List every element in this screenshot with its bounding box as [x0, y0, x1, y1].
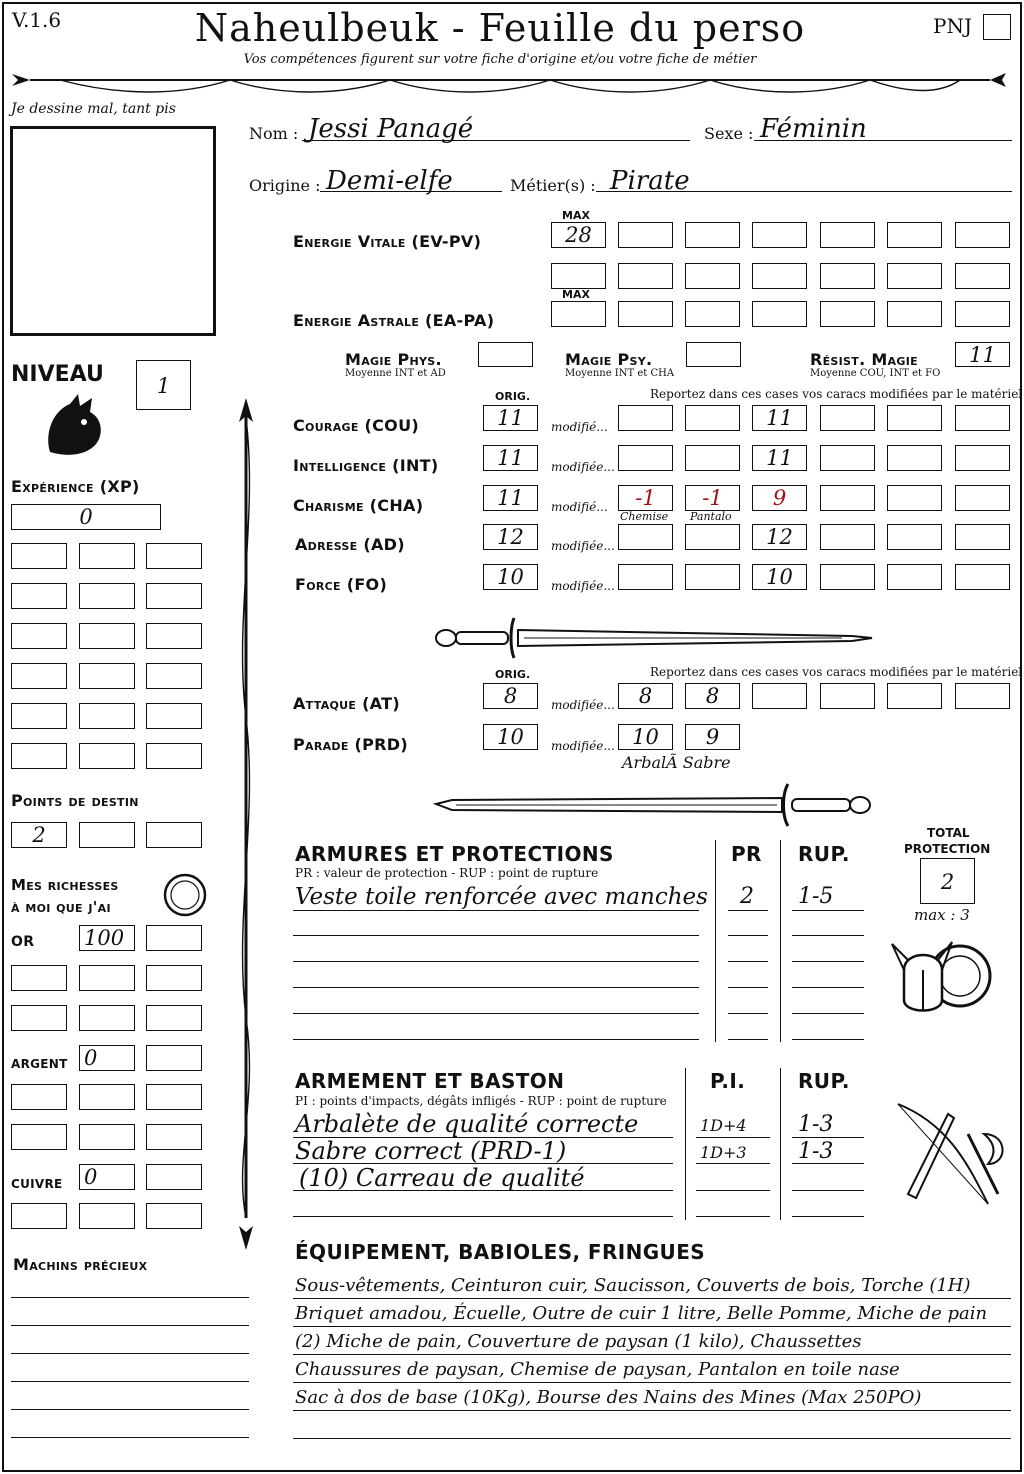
spear-divider-decoration — [0, 66, 1024, 106]
carac-fo-mod2[interactable] — [685, 564, 740, 590]
or-label: OR — [11, 934, 35, 950]
ev-label: Energie Vitale (EV-PV) — [293, 232, 482, 251]
total-protection-max: max : 3 — [914, 906, 970, 924]
carac-int-orig[interactable]: 11 — [483, 445, 538, 471]
attaque-orig[interactable]: 8 — [483, 683, 538, 709]
cuivre-label: CUIVRE — [11, 1177, 63, 1191]
arme-1-pi[interactable]: 1D+4 — [700, 1116, 747, 1135]
carac-int-label: Intelligence (INT) — [293, 456, 439, 475]
attaque-mod4[interactable] — [820, 683, 875, 709]
carac-ad-mod4[interactable] — [820, 524, 875, 550]
attaque-mod2[interactable]: 8 — [685, 683, 740, 709]
sword-illustration-icon-2 — [432, 780, 872, 830]
carac-cou-orig[interactable]: 11 — [483, 405, 538, 431]
total-protection-box[interactable]: 2 — [920, 858, 975, 904]
argent-box[interactable]: 0 — [79, 1045, 135, 1071]
equipement-line-3[interactable]: (2) Miche de pain, Couverture de paysan (1 kilo), Chaussettes — [295, 1331, 862, 1352]
carac-cha-mod5[interactable] — [887, 485, 942, 511]
equipement-title: ÉQUIPEMENT, BABIOLES, FRINGUES — [295, 1240, 706, 1264]
carac-cha-mod4[interactable] — [820, 485, 875, 511]
pnj-checkbox[interactable] — [983, 14, 1011, 40]
niveau-label: NIVEAU — [11, 362, 104, 387]
ev-max-box[interactable]: 28 — [551, 222, 606, 248]
version-label: V.1.6 — [12, 8, 62, 32]
sexe-value[interactable]: Féminin — [760, 114, 867, 144]
sheet-subtitle: Vos compétences figurent sur votre fiche d'origine et/ou votre fiche de métier — [243, 52, 757, 67]
carac-cou-label: Courage (COU) — [293, 416, 419, 435]
armement-col-pi: P.I. — [710, 1069, 746, 1093]
arme-2-rup[interactable]: 1-3 — [798, 1139, 834, 1164]
carac-ad-label: Adresse (AD) — [295, 535, 405, 554]
arme-1-rup[interactable]: 1-3 — [798, 1112, 834, 1137]
armement-col-rup: RUP. — [798, 1069, 850, 1093]
armure-1-name[interactable]: Veste toile renforcée avec manches — [295, 884, 708, 910]
cha-note-chemise: Chemise — [620, 510, 669, 523]
total-protection-label-1: TOTAL — [927, 826, 970, 840]
nom-label: Nom : — [249, 124, 299, 143]
carac-ad-mod3[interactable]: 12 — [752, 524, 807, 550]
carac-fo-mod4[interactable] — [820, 564, 875, 590]
carac-int-mod1[interactable] — [618, 445, 673, 471]
arme-1-name[interactable]: Arbalète de qualité correcte — [295, 1110, 639, 1138]
sheet-title: Naheulbeuk - Feuille du perso — [194, 6, 806, 50]
carac-fo-orig[interactable]: 10 — [483, 564, 538, 590]
carac-cha-label: Charisme (CHA) — [293, 496, 424, 515]
equipement-line-5[interactable]: Sac à dos de base (10Kg), Bourse des Nains des Mines (Max 250PO) — [295, 1387, 922, 1408]
carac-ad-mod6[interactable] — [955, 524, 1010, 550]
xp-label: Expérience (XP) — [11, 477, 140, 496]
carac-ad-mod2[interactable] — [685, 524, 740, 550]
arme-3-name[interactable]: (10) Carreau de qualité — [299, 1164, 585, 1192]
magie-phys-box[interactable] — [478, 342, 533, 367]
vertical-spear-decoration — [226, 398, 266, 1250]
armures-col-pr: PR — [731, 842, 762, 866]
carac-int-mod3[interactable]: 11 — [752, 445, 807, 471]
magie-psy-box[interactable] — [686, 342, 741, 367]
armement-title: ARMEMENT ET BASTON — [295, 1069, 565, 1093]
sword-illustration-icon — [432, 612, 872, 662]
combat-orig-label: ORIG. — [495, 668, 531, 681]
carac-ad-mod1[interactable] — [618, 524, 673, 550]
or-box[interactable]: 100 — [79, 925, 135, 951]
attaque-mod3[interactable] — [752, 683, 807, 709]
arme-2-name[interactable]: Sabre correct (PRD-1) — [295, 1137, 567, 1165]
total-protection-label-2: PROTECTION — [904, 842, 991, 856]
caracs-report-note: Reportez dans ces cases vos caracs modifiées par le matériel — [650, 387, 1023, 401]
portrait-box[interactable] — [10, 126, 216, 336]
equipement-line-4[interactable]: Chaussures de paysan, Chemise de paysan, Pantalon en toile nase — [295, 1359, 900, 1380]
carac-fo-mod6[interactable] — [955, 564, 1010, 590]
destin-label: Points de destin — [11, 791, 139, 810]
parade-label: Parade (PRD) — [293, 735, 408, 754]
machins-label: Machins précieux — [13, 1255, 148, 1274]
attaque-mod6[interactable] — [955, 683, 1010, 709]
carac-cou-mod4[interactable] — [820, 405, 875, 431]
cuivre-box[interactable]: 0 — [79, 1164, 135, 1190]
armures-note: PR : valeur de protection - RUP : point de rupture — [295, 866, 599, 880]
carac-int-mod5[interactable] — [887, 445, 942, 471]
arme-2-pi[interactable]: 1D+3 — [700, 1143, 747, 1162]
carac-cha-mod2[interactable]: -1 — [685, 485, 740, 511]
ev-max-label: MAX — [562, 209, 590, 222]
carac-cou-mod1[interactable] — [618, 405, 673, 431]
armure-1-pr[interactable]: 2 — [740, 884, 754, 909]
richesses-label-1: Mes richesses — [11, 876, 119, 894]
origine-label: Origine : — [249, 176, 321, 195]
metier-value[interactable]: Pirate — [610, 166, 690, 196]
ea-max-label: MAX — [562, 288, 590, 301]
weapons-icon — [888, 1094, 1008, 1214]
carac-fo-mod1[interactable] — [618, 564, 673, 590]
attaque-mod5[interactable] — [887, 683, 942, 709]
origine-value[interactable]: Demi-elfe — [326, 166, 453, 196]
armures-title: ARMURES ET PROTECTIONS — [295, 842, 614, 866]
destin-box[interactable]: 2 — [11, 822, 67, 848]
carac-int-mod2[interactable] — [685, 445, 740, 471]
attaque-label: Attaque (AT) — [293, 694, 400, 713]
parade-weapon-note: ArbalÃ Sabre — [622, 753, 731, 772]
armures-col-rup: RUP. — [798, 842, 850, 866]
parade-mod2[interactable]: 9 — [685, 724, 740, 750]
magie-psy-label: Magie Psy. — [565, 350, 653, 369]
argent-label: ARGENT — [11, 1057, 68, 1071]
carac-fo-label: Force (FO) — [295, 575, 388, 594]
equipement-line-1[interactable]: Sous-vêtements, Ceinturon cuir, Saucisson, Couverts de bois, Torche (1H) — [295, 1275, 971, 1296]
resist-magie-note: Moyenne COU, INT et FO — [810, 368, 941, 379]
magie-phys-note: Moyenne INT et AD — [345, 368, 446, 379]
ea-label: Energie Astrale (EA-PA) — [293, 311, 495, 330]
combat-report-note: Reportez dans ces cases vos caracs modifiées par le matériel — [650, 665, 1023, 679]
portrait-caption: Je dessine mal, tant pis — [11, 101, 176, 117]
armement-note: PI : points d'impacts, dégâts infligés - RUP : point de rupture — [295, 1094, 667, 1108]
carac-cha-mod3[interactable]: 9 — [752, 485, 807, 511]
carac-cou-mod5[interactable] — [887, 405, 942, 431]
equipement-line-2[interactable]: Briquet amadou, Écuelle, Outre de cuir 1 litre, Belle Pomme, Miche de pain — [295, 1303, 988, 1324]
carac-cha-mod6[interactable] — [955, 485, 1010, 511]
magie-phys-label: Magie Phys. — [345, 350, 442, 369]
nom-value[interactable]: Jessi Panagé — [308, 114, 474, 144]
carac-cou-mod3[interactable]: 11 — [752, 405, 807, 431]
richesses-label-2: à moi que j'ai — [11, 898, 111, 916]
carac-cha-mod1[interactable]: -1 — [618, 485, 673, 511]
coin-icon — [162, 872, 208, 918]
armure-1-rup[interactable]: 1-5 — [798, 884, 834, 909]
parade-orig[interactable]: 10 — [483, 724, 538, 750]
caracs-orig-label: ORIG. — [495, 390, 531, 403]
cha-note-pantalon: Pantalo — [690, 510, 732, 523]
magie-psy-note: Moyenne INT et CHA — [565, 368, 675, 379]
carac-int-mod4[interactable] — [820, 445, 875, 471]
carac-fo-mod5[interactable] — [887, 564, 942, 590]
carac-cha-orig[interactable]: 11 — [483, 485, 538, 511]
helmet-shield-icon — [890, 930, 1000, 1030]
dragon-icon — [40, 392, 106, 462]
xp-box[interactable]: 0 — [11, 504, 161, 530]
metier-label: Métier(s) : — [510, 176, 596, 195]
carac-cou-mod6[interactable] — [955, 405, 1010, 431]
carac-fo-mod3[interactable]: 10 — [752, 564, 807, 590]
attaque-mod1[interactable]: 8 — [618, 683, 673, 709]
carac-int-mod6[interactable] — [955, 445, 1010, 471]
resist-magie-label: Résist. Magie — [810, 350, 918, 369]
carac-ad-orig[interactable]: 12 — [483, 524, 538, 550]
carac-cou-mod2[interactable] — [685, 405, 740, 431]
carac-ad-mod5[interactable] — [887, 524, 942, 550]
parade-mod1[interactable]: 10 — [618, 724, 673, 750]
niveau-box[interactable]: 1 — [136, 360, 191, 410]
sexe-label: Sexe : — [704, 124, 754, 143]
resist-magie-box[interactable]: 11 — [955, 342, 1010, 367]
pnj-label: PNJ — [933, 14, 972, 38]
